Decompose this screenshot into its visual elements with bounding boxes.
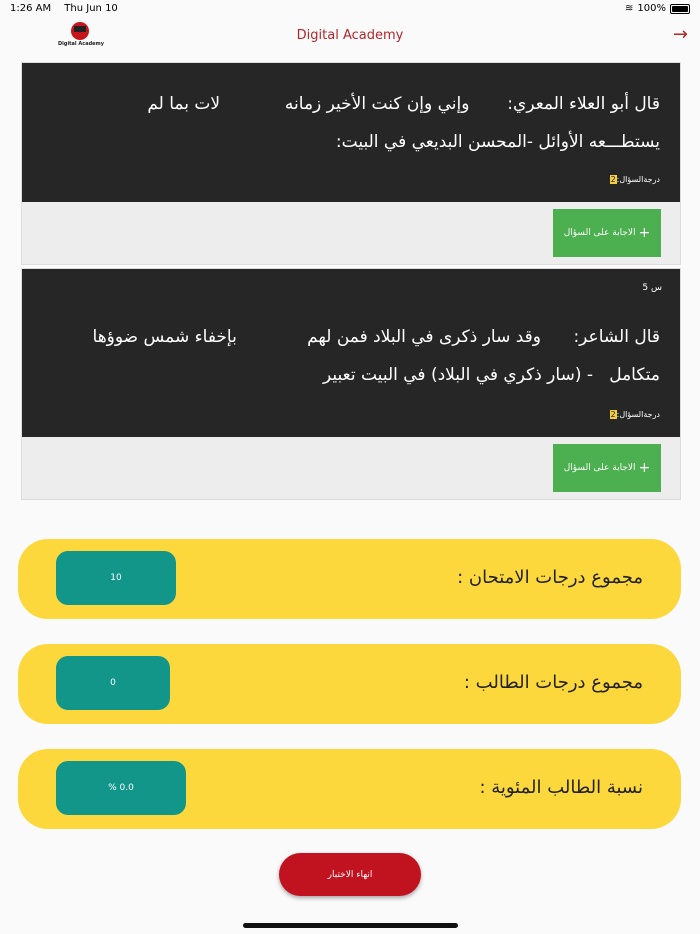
answer-button-label: الاجابة على السؤال (563, 228, 636, 238)
grade-value: 2 (610, 410, 616, 419)
question-grade-1 (610, 175, 660, 184)
status-date: Thu Jun 10 (64, 3, 118, 14)
page-title: Digital Academy (296, 28, 404, 43)
exam-total-value: 10 (56, 551, 176, 605)
exam-total-card (18, 539, 681, 619)
answer-question-button[interactable] (553, 209, 661, 257)
plus-icon: + (638, 460, 651, 476)
question-actions-1 (22, 202, 680, 264)
nav-bar (0, 16, 700, 60)
percentage-value: % 0.0 (56, 761, 186, 815)
question-card-1 (21, 62, 681, 265)
question-line: قال الشاعر: وقد سار ذكرى في البلاد فمن لهم بإخفاء شمس ضوؤها (92, 327, 660, 347)
exam-total-label: مجموع درجات الامتحان : (457, 567, 643, 588)
question-text-1 (22, 63, 680, 161)
answer-question-button[interactable] (553, 444, 661, 492)
home-indicator (243, 923, 458, 928)
status-right (625, 3, 690, 14)
question-body-1 (22, 63, 680, 202)
logo-text: Digital Academy (58, 41, 105, 47)
question-text-2 (22, 269, 680, 394)
question-actions-2 (22, 437, 680, 499)
answer-button-label: الاجابة على السؤال (563, 463, 636, 473)
question-line: قال أبو العلاء المعري: وإني وإن كنت الأخير زمانه لات بما لم (147, 94, 660, 114)
question-grade-2 (610, 410, 660, 419)
arrow-right-icon[interactable]: → (672, 24, 688, 45)
finish-exam-button[interactable]: انهاء الاختبار (279, 853, 421, 896)
plus-icon: + (638, 225, 651, 241)
percentage-label: نسبة الطالب المئوية : (479, 777, 643, 798)
student-total-label: مجموع درجات الطالب : (463, 672, 643, 693)
grade-label: درجةالسؤال: (616, 410, 660, 419)
percentage-card (18, 749, 681, 829)
status-time: 1:26 AM (10, 3, 52, 14)
question-number: س 5 (642, 283, 662, 293)
student-total-card (18, 644, 681, 724)
status-left (10, 3, 128, 14)
question-line: يستطـــعه الأوائل -المحسن البديعي في البيت: (335, 132, 660, 152)
wifi-icon: ≋ (625, 3, 634, 14)
grade-label: درجةالسؤال: (616, 175, 660, 184)
question-body-2 (22, 269, 680, 437)
status-bar (0, 0, 700, 16)
grade-value: 2 (610, 175, 616, 184)
question-line: متكامل - (سار ذكري في البلاد) في البيت تعبير (323, 365, 660, 385)
battery-icon (670, 4, 690, 14)
battery-percent: 100% (637, 3, 666, 14)
student-total-value: 0 (56, 656, 170, 710)
question-card-2 (21, 268, 681, 500)
